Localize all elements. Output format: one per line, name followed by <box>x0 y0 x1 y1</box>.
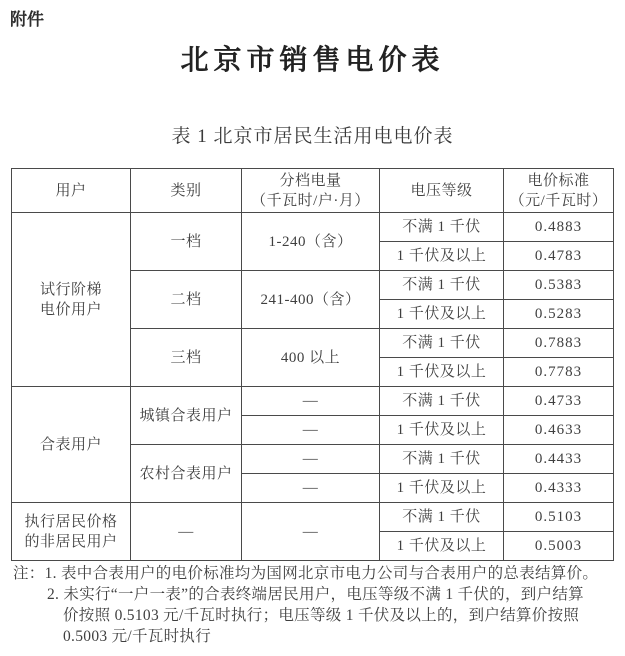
cell-volume: — <box>242 416 380 445</box>
cell-voltage: 不满 1 千伏 <box>380 387 504 416</box>
cell-price: 0.4783 <box>504 242 614 271</box>
cell-user-tiered: 试行阶梯 电价用户 <box>12 213 131 387</box>
cell-voltage: 不满 1 千伏 <box>380 271 504 300</box>
footnote-line-1: 注：1. 表中合表用户的电价标准均为国网北京市电力公司与合表用户的总表结算价。 <box>13 565 599 582</box>
cell-voltage: 1 千伏及以上 <box>380 358 504 387</box>
cell-voltage: 不满 1 千伏 <box>380 329 504 358</box>
cell-price: 0.4733 <box>504 387 614 416</box>
cell-price: 0.5003 <box>504 532 614 561</box>
cell-volume: 241-400（含） <box>242 271 380 329</box>
cell-price: 0.7783 <box>504 358 614 387</box>
cell-volume: — <box>242 387 380 416</box>
cell-volume: 1-240（含） <box>242 213 380 271</box>
cell-category: 城镇合表用户 <box>131 387 242 445</box>
header-user: 用户 <box>12 169 131 213</box>
residential-electricity-price-table <box>11 168 614 561</box>
cell-category: — <box>131 503 242 561</box>
table-row <box>12 213 614 242</box>
page-title: 北京市销售电价表 <box>180 44 445 75</box>
footnote-line-4: 0.5003 元/千瓦时执行 <box>63 628 212 645</box>
cell-price: 0.4433 <box>504 445 614 474</box>
header-volume-line1: 分档电量 <box>279 172 342 189</box>
cell-category: 三档 <box>131 329 242 387</box>
table-footnotes <box>13 563 615 647</box>
cell-voltage: 1 千伏及以上 <box>380 300 504 329</box>
cell-price: 0.5383 <box>504 271 614 300</box>
header-volume <box>242 169 380 213</box>
cell-voltage: 1 千伏及以上 <box>380 242 504 271</box>
cell-user-non-resident: 执行居民价格 的非居民用户 <box>12 503 131 561</box>
header-price-line1: 电价标准 <box>527 172 590 189</box>
cell-volume: — <box>242 445 380 474</box>
cell-price: 0.4633 <box>504 416 614 445</box>
cell-price: 0.4333 <box>504 474 614 503</box>
cell-category: 二档 <box>131 271 242 329</box>
cell-user-combined-meter: 合表用户 <box>12 387 131 503</box>
header-volume-line2: （千瓦时/户·月） <box>251 192 370 209</box>
cell-voltage: 1 千伏及以上 <box>380 532 504 561</box>
cell-voltage: 1 千伏及以上 <box>380 474 504 503</box>
cell-price: 0.7883 <box>504 329 614 358</box>
header-price-line2: （元/千瓦时） <box>509 192 608 209</box>
header-voltage: 电压等级 <box>380 169 504 213</box>
footnote-line-3: 价按照 0.5103 元/千瓦时执行；电压等级 1 千伏及以上的，到户结算价按照 <box>63 607 580 624</box>
cell-price: 0.5283 <box>504 300 614 329</box>
cell-volume: 400 以上 <box>242 329 380 387</box>
cell-price: 0.5103 <box>504 503 614 532</box>
cell-volume: — <box>242 503 380 561</box>
cell-voltage: 不满 1 千伏 <box>380 445 504 474</box>
cell-category: 一档 <box>131 213 242 271</box>
header-category: 类别 <box>131 169 242 213</box>
table-header-row <box>12 169 614 213</box>
cell-voltage: 不满 1 千伏 <box>380 213 504 242</box>
cell-category: 农村合表用户 <box>131 445 242 503</box>
cell-volume: — <box>242 474 380 503</box>
table-caption: 表 1 北京市居民生活用电电价表 <box>171 126 454 147</box>
header-price <box>504 169 614 213</box>
cell-price: 0.4883 <box>504 213 614 242</box>
attachment-label: 附件 <box>10 10 44 29</box>
cell-voltage: 1 千伏及以上 <box>380 416 504 445</box>
table-row <box>12 387 614 416</box>
table-row <box>12 503 614 532</box>
cell-voltage: 不满 1 千伏 <box>380 503 504 532</box>
footnote-line-2: 2. 未实行“一户一表”的合表终端居民用户，电压等级不满 1 千伏的，到户结算 <box>47 586 584 603</box>
